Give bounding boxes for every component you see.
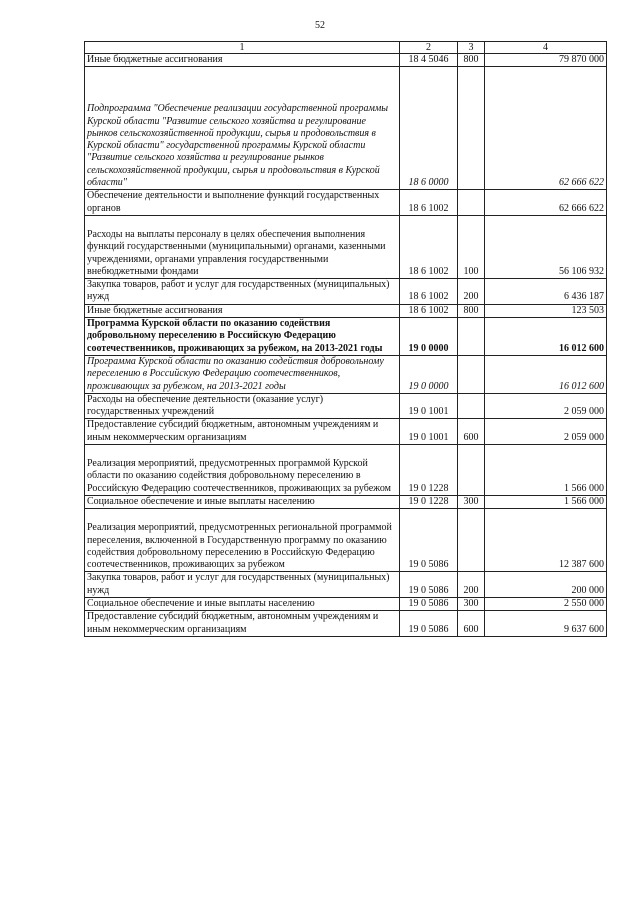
table-row bbox=[85, 445, 607, 496]
row-amount: 2 059 000 bbox=[564, 431, 604, 443]
row-amount-cell bbox=[485, 215, 607, 278]
row-amount: 123 503 bbox=[571, 304, 604, 316]
row-code: 18 6 1002 bbox=[408, 265, 449, 277]
row-type-cell bbox=[458, 419, 485, 445]
table-row bbox=[85, 304, 607, 317]
row-name-cell bbox=[85, 279, 400, 305]
row-amount: 56 106 932 bbox=[559, 265, 604, 277]
row-code: 18 6 1002 bbox=[408, 291, 449, 303]
row-code: 18 6 1002 bbox=[408, 304, 449, 316]
row-code-cell bbox=[400, 67, 458, 190]
row-amount: 2 059 000 bbox=[564, 406, 604, 418]
row-amount-cell bbox=[485, 279, 607, 305]
row-code: 18 6 0000 bbox=[408, 177, 449, 189]
table-row bbox=[85, 215, 607, 278]
row-type-cell bbox=[458, 304, 485, 317]
row-amount-cell bbox=[485, 509, 607, 572]
table-row bbox=[85, 279, 607, 305]
row-name-cell bbox=[85, 304, 400, 317]
header-col-1: 1 bbox=[85, 42, 400, 54]
row-name: Закупка товаров, работ и услуг для государственных (муниципальных) нужд bbox=[87, 572, 390, 596]
row-code: 19 0 1001 bbox=[408, 431, 449, 443]
header-col-2: 2 bbox=[400, 42, 458, 54]
row-type-cell bbox=[458, 279, 485, 305]
table-row bbox=[85, 597, 607, 610]
row-name: Закупка товаров, работ и услуг для государственных (муниципальных) нужд bbox=[87, 279, 390, 303]
row-name: Программа Курской области по оказанию содействия добровольному переселению в Российскую Федерацию соотечественников, проживающих за рубежом, на 2013-2021 годы bbox=[87, 355, 384, 392]
row-amount-cell bbox=[485, 572, 607, 598]
table-header-row bbox=[85, 42, 607, 54]
row-type: 800 bbox=[463, 54, 479, 65]
table-row bbox=[85, 509, 607, 572]
table-row bbox=[85, 355, 607, 393]
row-amount-cell bbox=[485, 597, 607, 610]
row-code-cell bbox=[400, 597, 458, 610]
row-amount: 62 666 622 bbox=[559, 177, 604, 189]
row-name: Предоставление субсидий бюджетным, автономным учреждениям и иным некоммерческим организациям bbox=[87, 611, 379, 635]
row-code-cell bbox=[400, 572, 458, 598]
row-type: 300 bbox=[463, 597, 479, 609]
row-name-cell bbox=[85, 572, 400, 598]
row-type-cell bbox=[458, 190, 485, 216]
row-amount-cell bbox=[485, 393, 607, 419]
table-row bbox=[85, 393, 607, 419]
row-code: 19 0 0000 bbox=[408, 380, 449, 392]
row-code: 19 0 1001 bbox=[408, 406, 449, 418]
table-row bbox=[85, 611, 607, 637]
row-name: Иные бюджетные ассигнования bbox=[87, 304, 223, 316]
header-col-4: 4 bbox=[485, 42, 607, 54]
row-amount: 12 387 600 bbox=[559, 559, 604, 571]
row-code-cell bbox=[400, 611, 458, 637]
row-type-cell bbox=[458, 54, 485, 67]
row-name-cell bbox=[85, 190, 400, 216]
row-name-cell bbox=[85, 215, 400, 278]
row-name: Социальное обеспечение и иные выплаты населению bbox=[87, 495, 315, 507]
table-row bbox=[85, 54, 607, 67]
row-name-cell bbox=[85, 445, 400, 496]
table-row bbox=[85, 572, 607, 598]
row-type-cell bbox=[458, 611, 485, 637]
row-type-cell bbox=[458, 67, 485, 190]
row-code-cell bbox=[400, 419, 458, 445]
row-code-cell bbox=[400, 215, 458, 278]
page-number: 52 bbox=[315, 20, 325, 31]
row-amount-cell bbox=[485, 190, 607, 216]
row-name-cell bbox=[85, 355, 400, 393]
row-amount-cell bbox=[485, 318, 607, 356]
row-amount: 16 012 600 bbox=[559, 342, 604, 354]
row-type-cell bbox=[458, 509, 485, 572]
budget-table-body bbox=[85, 42, 607, 637]
table-row bbox=[85, 190, 607, 216]
row-type: 600 bbox=[463, 623, 479, 635]
row-code-cell bbox=[400, 495, 458, 508]
row-name-cell bbox=[85, 419, 400, 445]
row-name-cell bbox=[85, 495, 400, 508]
row-name: Предоставление субсидий бюджетным, автономным учреждениям и иным некоммерческим организациям bbox=[87, 419, 379, 443]
row-code-cell bbox=[400, 54, 458, 67]
row-type-cell bbox=[458, 572, 485, 598]
table-row bbox=[85, 67, 607, 190]
row-code-cell bbox=[400, 190, 458, 216]
row-code: 19 0 5086 bbox=[408, 584, 449, 596]
header-col-3: 3 bbox=[458, 42, 485, 54]
row-amount: 1 566 000 bbox=[564, 495, 604, 507]
row-type: 600 bbox=[463, 431, 479, 443]
row-code: 19 0 5086 bbox=[408, 623, 449, 635]
row-name: Реализация мероприятий, предусмотренных программой Курской области по оказанию содействия добровольному переселению в Российскую Федерацию соотечественников, проживающих за рубежом bbox=[87, 458, 391, 494]
table-row bbox=[85, 419, 607, 445]
row-code-cell bbox=[400, 509, 458, 572]
table-row bbox=[85, 495, 607, 508]
row-amount: 9 637 600 bbox=[564, 623, 604, 635]
row-type-cell bbox=[458, 597, 485, 610]
row-amount-cell bbox=[485, 355, 607, 393]
row-code: 18 6 1002 bbox=[408, 202, 449, 214]
row-amount-cell bbox=[485, 611, 607, 637]
row-type-cell bbox=[458, 215, 485, 278]
row-code-cell bbox=[400, 304, 458, 317]
row-name: Обеспечение деятельности и выполнение функций государственных органов bbox=[87, 190, 380, 214]
row-amount-cell bbox=[485, 54, 607, 67]
row-amount-cell bbox=[485, 445, 607, 496]
row-type-cell bbox=[458, 355, 485, 393]
row-type: 100 bbox=[463, 265, 479, 277]
row-code-cell bbox=[400, 393, 458, 419]
row-amount: 6 436 187 bbox=[564, 291, 604, 303]
row-amount: 16 012 600 bbox=[559, 380, 604, 392]
row-name: Программа Курской области по оказанию содействия добровольному переселению в Российскую Федерацию соотечественников, проживающих за рубежом, на 2013-2021 годы bbox=[87, 318, 383, 354]
row-amount-cell bbox=[485, 304, 607, 317]
row-name-cell bbox=[85, 54, 400, 67]
row-code: 19 0 0000 bbox=[408, 342, 449, 354]
row-name: Реализация мероприятий, предусмотренных региональной программой переселения, включенной в Государственную программу по оказанию содействия добровольному переселению в Российскую Федерацию соотечественников, проживающих за рубежом bbox=[87, 522, 392, 571]
row-amount: 62 666 622 bbox=[559, 202, 604, 214]
row-code: 19 0 5086 bbox=[408, 597, 449, 609]
row-code-cell bbox=[400, 318, 458, 356]
row-name: Социальное обеспечение и иные выплаты населению bbox=[87, 597, 315, 609]
row-name-cell bbox=[85, 67, 400, 190]
row-amount-cell bbox=[485, 495, 607, 508]
row-name-cell bbox=[85, 393, 400, 419]
row-name: Иные бюджетные ассигнования bbox=[87, 54, 223, 65]
row-code-cell bbox=[400, 279, 458, 305]
row-code-cell bbox=[400, 355, 458, 393]
row-amount: 200 000 bbox=[571, 584, 604, 596]
row-name-cell bbox=[85, 597, 400, 610]
row-type-cell bbox=[458, 445, 485, 496]
budget-table bbox=[84, 41, 607, 637]
row-name: Расходы на обеспечение деятельности (оказание услуг) государственных учреждений bbox=[87, 393, 324, 418]
row-type: 200 bbox=[463, 291, 479, 303]
row-type: 300 bbox=[463, 495, 479, 507]
row-amount: 1 566 000 bbox=[564, 482, 604, 494]
row-code: 18 4 5046 bbox=[408, 54, 449, 65]
row-code: 19 0 5086 bbox=[408, 559, 449, 571]
row-amount-cell bbox=[485, 419, 607, 445]
row-type-cell bbox=[458, 495, 485, 508]
row-type-cell bbox=[458, 318, 485, 356]
row-type-cell bbox=[458, 393, 485, 419]
row-amount: 79 870 000 bbox=[559, 54, 604, 65]
row-amount: 2 550 000 bbox=[564, 597, 604, 609]
row-code-cell bbox=[400, 445, 458, 496]
row-name-cell bbox=[85, 509, 400, 572]
row-name-cell bbox=[85, 318, 400, 356]
table-row bbox=[85, 318, 607, 356]
row-type: 200 bbox=[463, 584, 479, 596]
row-amount-cell bbox=[485, 67, 607, 190]
row-code: 19 0 1228 bbox=[408, 495, 449, 507]
row-type: 800 bbox=[463, 304, 479, 316]
row-code: 19 0 1228 bbox=[408, 482, 449, 494]
row-name-cell bbox=[85, 611, 400, 637]
row-name: Подпрограмма "Обеспечение реализации государственной программы Курской области "Развитие сельского хозяйства и регулирование рынков сельскохозяйственной продукции, сырья и продовольствия в Курской области" государственной программы Курской области "Развитие сельского хозяйства и регулирование рынков сельскохозяйственной продукции, сырья и продовольствия в Курской области" bbox=[87, 103, 389, 189]
row-name: Расходы на выплаты персоналу в целях обеспечения выполнения функций государственными (муниципальными) органами, казенными учреждениями, органами управления государственными внебюджетными фондами bbox=[87, 228, 386, 277]
